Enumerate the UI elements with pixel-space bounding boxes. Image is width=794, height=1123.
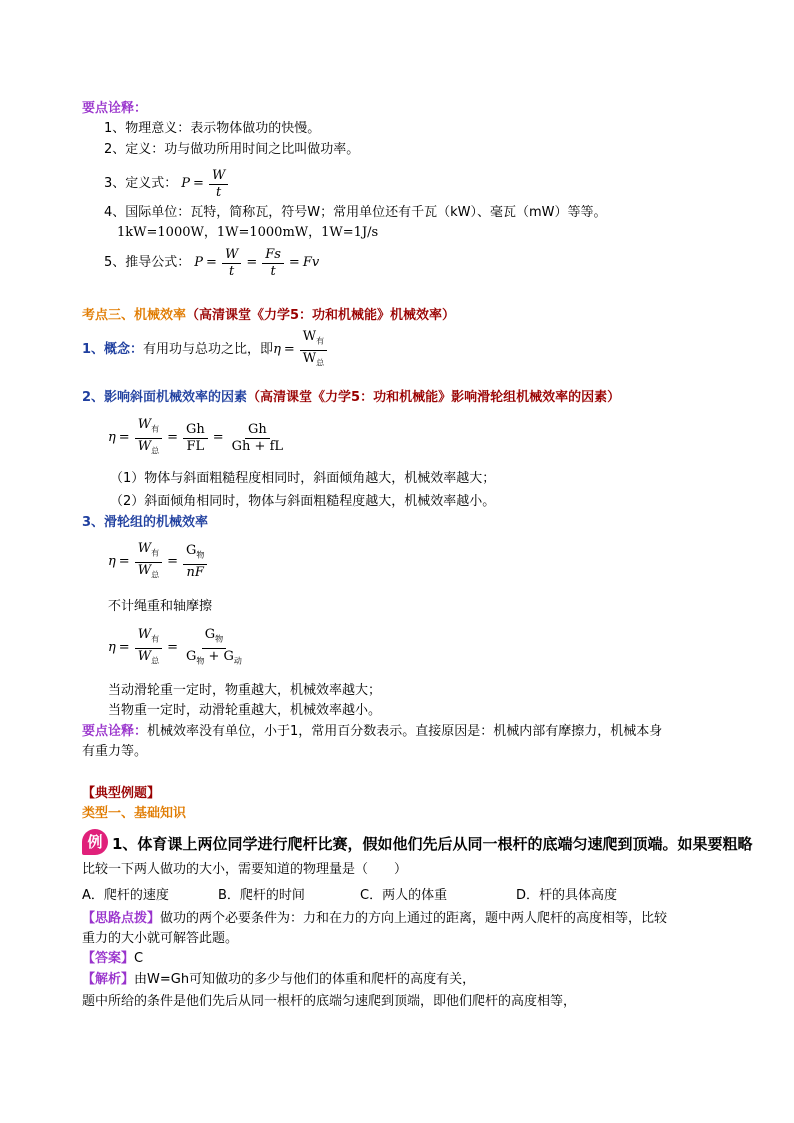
example-badge: 例 [82,829,108,855]
pulley-formula-1: η = $\frac{W_有}{W_总}$ = $\frac{G_物}{nF}$ [108,540,209,584]
pulley-point-1: 当动滑轮重一定时，物重越大，机械效率越大； [108,683,382,698]
pulley-title: 3、滑轮组的机械效率 [82,515,209,530]
concept-text: 有用功与总功之比，即 [143,342,274,357]
note2-title: 要点诠释： [82,724,148,739]
analysis-label: 【解析】 [82,972,135,987]
pulley-formula-2: η = $\frac{W_有}{W_总}$ = $\frac{G_物}{G_物 + G_动}$ [108,626,242,666]
incline-title: 2、影响斜面机械效率的因素 [82,390,248,405]
question-line-1 [112,835,752,855]
pulley-note: 不计绳重和轴摩擦 [108,599,213,614]
efficiency-formula: η = $\frac{W_有}{W_总}$ [273,329,329,371]
concept-row [82,330,329,370]
incline-ref: （高清课堂《力学5：功和机械能》影响滑轮组机械效率的因素） [247,390,621,405]
concept-label: 1、概念： [82,342,144,357]
examples-heading: 【典型例题】 [82,786,161,801]
note-item-3 [104,166,230,202]
incline-formula: η = $\frac{W_有}{W_总}$ = $\frac{Gh}{FL}$ = $\frac{Gh}{Gh + fL}$ [108,416,284,456]
question-line-2: 比较一下两人做功的大小，需要知道的物理量是（ ） [82,862,408,877]
answer-label: 【答案】 [82,951,135,966]
note-item-3-label: 3、定义式： [104,176,178,191]
note-item-5-label: 5、推导公式： [104,255,191,270]
analysis-line-1 [82,971,475,989]
note-item-1: 1、物理意义：表示物体做功的快慢。 [104,121,321,136]
option-c: C．两人的体重 [360,888,448,903]
section3-ref: （高清课堂《力学5：功和机械能》机械效率） [186,308,456,323]
option-b: B．爬杆的时间 [218,888,305,903]
section3-heading [82,307,455,325]
hint-text-1: 做功的两个必要条件为：力和在力的方向上通过的距离，题中两人爬杆的高度相等，比较 [160,911,668,926]
incline-point-1: （1）物体与斜面粗糙程度相同时，斜面倾角越大，机械效率越大； [110,471,496,486]
note2-line-2: 有重力等。 [82,744,148,759]
note-item-units: 1kW=1000W，1W=1000mW，1W=1J/s [117,225,379,240]
note2-line-1 [82,723,662,741]
incline-point-2: （2）斜面倾角相同时，物体与斜面粗糙程度越大，机械效率越小。 [110,494,496,509]
power-derived-formula: P = $\frac{W}{t}$ = $\frac{Fs}{t}$ = Fv [194,246,320,279]
analysis-text-1: 由W=Gh可知做功的多少与他们的体重和爬杆的高度有关， [134,972,476,987]
section3-title: 考点三、机械效率 [82,308,187,323]
note-item-4: 4、国际单位：瓦特，简称瓦，符号W；常用单位还有千瓦（kW）、毫瓦（mW）等等。 [104,205,607,220]
option-d: D．杆的具体高度 [516,888,618,903]
pulley-point-2: 当物重一定时，动滑轮重越大，机械效率越小。 [108,703,382,718]
hint-line-1 [82,910,667,928]
power-definition-formula: P = $\frac{W}{t}$ [181,168,230,201]
note-title: 要点诠释： [82,101,148,116]
question-text-1: 1、体育课上两位同学进行爬杆比赛，假如他们先后从同一根杆的底端匀速爬到顶端。如果要粗略 [112,835,753,853]
analysis-line-2: 题中所给的条件是他们先后从同一根杆的底端匀速爬到顶端，即他们爬杆的高度相等， [82,994,577,1009]
hint-label: 【思路点拨】 [82,911,161,926]
option-a: A．爬杆的速度 [82,888,169,903]
hint-line-2: 重力的大小就可解答此题。 [82,931,239,946]
answer-line [82,950,143,968]
note2-text-1: 机械效率没有单位，小于1，常用百分数表示。直接原因是：机械内部有摩擦力，机械本身 [147,724,663,739]
incline-heading [82,389,620,407]
note-item-2: 2、定义：功与做功所用时间之比叫做功率。 [104,142,360,157]
note-item-5 [104,244,319,282]
answer-value: C [134,951,144,966]
type1-title: 类型一、基础知识 [82,806,187,821]
